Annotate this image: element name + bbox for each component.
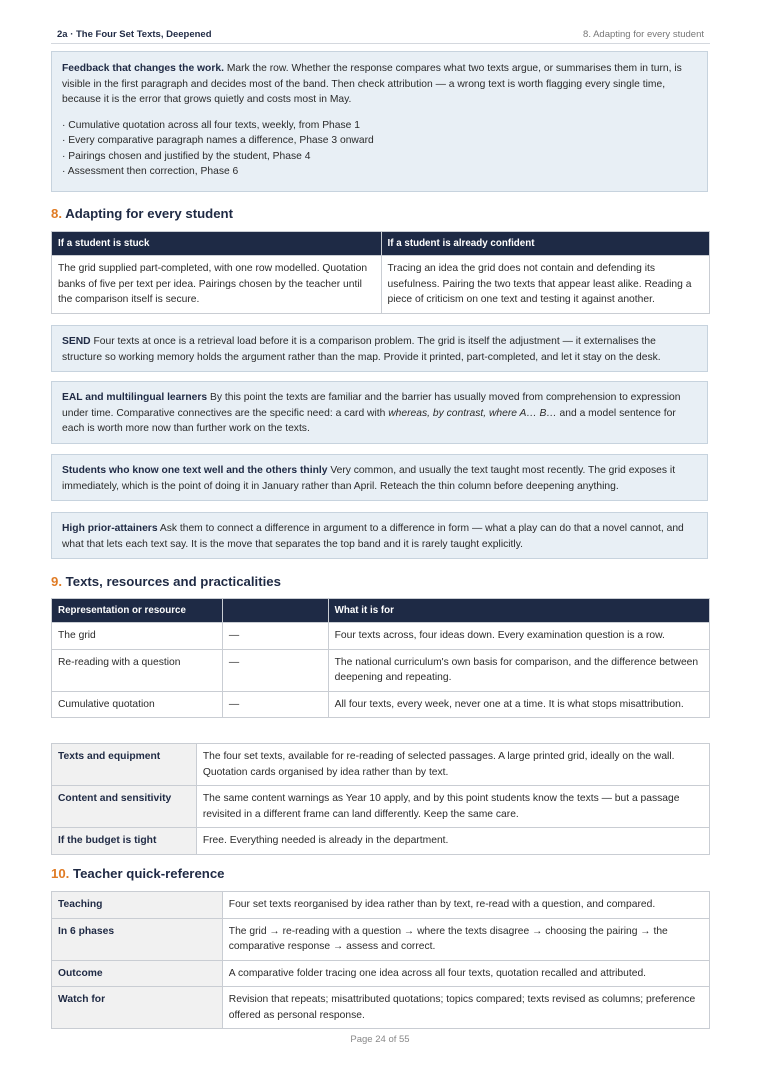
column-header: Representation or resource (52, 599, 223, 623)
callout-lead: High prior-attainers (62, 523, 158, 534)
table-row (52, 649, 710, 691)
table-cell: All four texts, every week, never one at a time. It is what stops misattribution. (328, 691, 709, 718)
callout-lead: Students who know one text well and the others thinly (62, 465, 328, 476)
table-header-row (52, 232, 710, 256)
table-cell: Revision that repeats; misattributed quotations; topics compared; texts revised as columns; preference offered as personal response. (222, 987, 709, 1029)
row-label: Texts and equipment (52, 744, 197, 786)
table-cell: The grid (52, 623, 223, 650)
eal-callout (51, 381, 708, 444)
table-cell: The same content warnings as Year 10 apply, and by this point students know the texts — but a passage revisited in a different frame can land differently. Keep the same care. (196, 786, 709, 828)
callout-body: Ask them to connect a difference in argument to a difference in form — what a play can do that a novel cannot, and what that lets each text say. It is the move that separates the top band and it is rarely taught explicitly. (62, 523, 684, 550)
row-label: Content and sensitivity (52, 786, 197, 828)
table-cell: Re-reading with a question (52, 649, 223, 691)
table-cell: The four set texts, available for re-reading of selected passages. A large printed grid, ideally on the wall. Quotation cards organised by idea rather than by text. (196, 744, 709, 786)
practicalities-table (51, 743, 710, 855)
table-cell: Cumulative quotation (52, 691, 223, 718)
table-cell: Four texts across, four ideas down. Every examination question is a row. (328, 623, 709, 650)
table-cell: — (222, 649, 328, 691)
callout-body: Very common, and usually the text taught most recently. The grid exposes it immediately, which is the point of doing it in January rather than April. Reteach the thin column before deepening anything. (62, 465, 676, 492)
section-title: Texts, resources and practicalities (65, 574, 281, 589)
callout-body: By this point the texts are familiar and the barrier has usually moved from comprehension to expression under time. Comparative connectives are the specific need: a card with (62, 392, 681, 419)
list-item: · Assessment then correction, Phase 6 (62, 166, 239, 177)
table-cell: The national curriculum's own basis for comparison, and the difference between deepening and repeating. (328, 649, 709, 691)
running-header (51, 27, 710, 44)
page-number: Page 24 of 55 (350, 1034, 410, 1045)
row-label: Teaching (52, 892, 223, 919)
callout-lead: SEND (62, 336, 91, 347)
table-cell: Tracing an idea the grid does not contain and defending its usefulness. Pairing the two texts that appear least alike. Reading a piece of criticism on one text and testing it against another. (381, 256, 710, 314)
table-row (52, 744, 710, 786)
header-document-title: 2a · The Four Set Texts, Deepened (57, 29, 212, 40)
list-item: · Every comparative paragraph names a difference, Phase 3 onward (62, 135, 374, 146)
table-header-row (52, 599, 710, 623)
column-header (222, 599, 328, 623)
quick-reference-table (51, 891, 710, 1029)
section-title: Teacher quick-reference (73, 866, 225, 881)
adapting-table (51, 231, 710, 314)
high-attainers-callout (51, 512, 708, 559)
table-cell: The grid → re-reading with a question → where the texts disagree → choosing the pairing → the comparative response → assess and correct. (222, 918, 709, 960)
resources-table (51, 598, 710, 718)
column-header: If a student is already confident (381, 232, 710, 256)
column-header: What it is for (328, 599, 709, 623)
table-cell: Four set texts reorganised by idea rather than by text, re-read with a question, and compared. (222, 892, 709, 919)
table-row (52, 892, 710, 919)
table-cell: — (222, 691, 328, 718)
section-number: 8. (51, 206, 62, 221)
list-item: · Pairings chosen and justified by the student, Phase 4 (62, 150, 311, 162)
section-title: Adapting for every student (65, 206, 233, 221)
feedback-paragraph (62, 61, 697, 108)
table-cell: A comparative folder tracing one idea across all four texts, quotation recalled and attributed. (222, 960, 709, 987)
feedback-body: Mark the row. Whether the response compares what two texts argue, or summarises them in turn, is visible in the first paragraph and decides most of the band. Then check attribution — a wrong text is worth flagging every single time, because it is the error that grows quietly and costs most in May. (62, 63, 682, 105)
callout-body-continued: and a model sentence for each is worth more now than further work on the texts. (62, 407, 676, 434)
table-cell: — (222, 623, 328, 650)
section-number: 10. (51, 866, 70, 881)
table-row (52, 256, 710, 314)
table-row (52, 987, 710, 1029)
section-10-heading (51, 866, 225, 881)
uneven-knowledge-callout (51, 454, 708, 501)
callout-body: Four texts at once is a retrieval load before it is a comparison problem. The grid is itself the adjustment — it externalises the structure so working memory holds the argument rather than the map. Provide it printed, part-completed, and let it stay on the desk. (62, 336, 661, 363)
table-row (52, 918, 710, 960)
callout-lead: EAL and multilingual learners (62, 392, 208, 403)
column-header: If a student is stuck (52, 232, 382, 256)
table-row (52, 786, 710, 828)
header-section-title: 8. Adapting for every student (583, 29, 704, 40)
row-label: In 6 phases (52, 918, 223, 960)
table-row (52, 623, 710, 650)
table-cell: Free. Everything needed is already in the department. (196, 828, 709, 855)
section-8-heading (51, 206, 233, 221)
list-item: · Cumulative quotation across all four texts, weekly, from Phase 1 (62, 119, 360, 131)
row-label: Outcome (52, 960, 223, 987)
section-9-heading (51, 574, 281, 589)
row-label: Watch for (52, 987, 223, 1029)
feedback-callout (51, 51, 708, 192)
table-row (52, 691, 710, 718)
callout-connectives: whereas, by contrast, where A… B… (388, 407, 557, 419)
feedback-lead: Feedback that changes the work. (62, 63, 224, 74)
row-label: If the budget is tight (52, 828, 197, 855)
feedback-bullet-list (62, 118, 697, 180)
table-row (52, 960, 710, 987)
section-number: 9. (51, 574, 62, 589)
table-row (52, 828, 710, 855)
table-cell: The grid supplied part-completed, with one row modelled. Quotation banks of five per text per idea. Pairings chosen by the teacher until the comparison itself is secure. (52, 256, 382, 314)
send-callout (51, 325, 708, 372)
